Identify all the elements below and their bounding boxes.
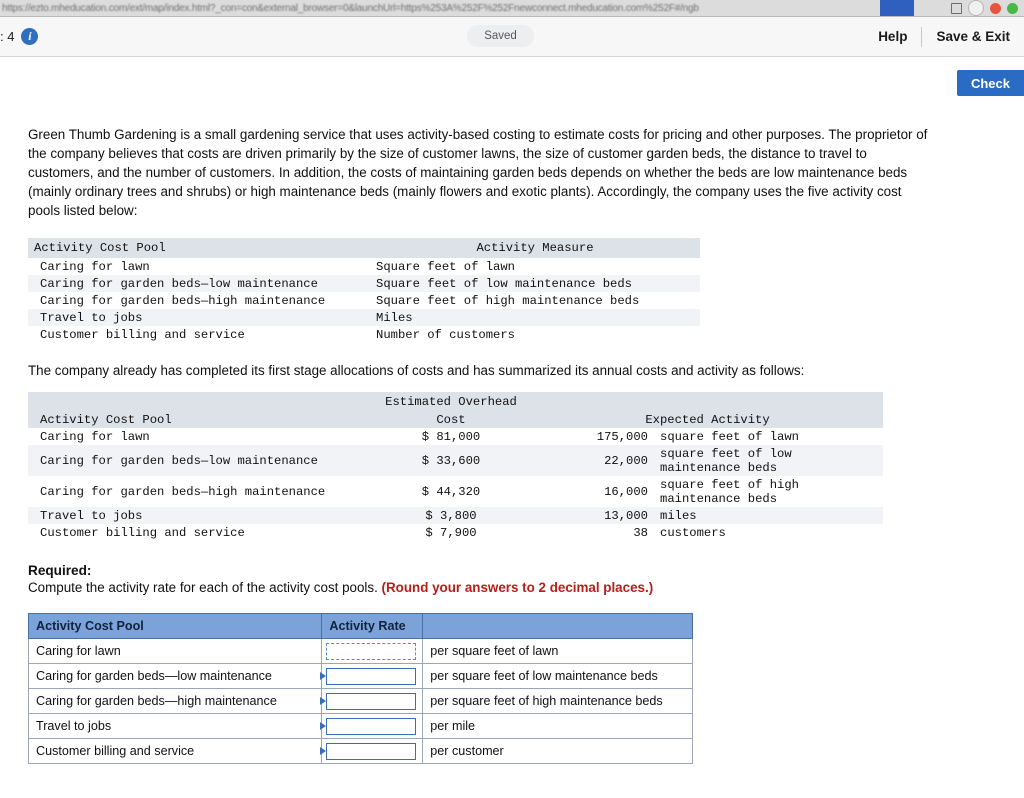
answer-table [28, 613, 693, 764]
column-header-activity-rate: Activity Rate [322, 614, 423, 639]
problem-intro-text: Green Thumb Gardening is a small gardening service that uses activity-based costing to estimate costs for pricing and other purposes. The proprietor of the company believes that costs are driven primarily by the size of customer lawns, the size of customer garden beds, the distance to travel to customers, and the number of customers. In addition, the costs of maintaining garden beds depends on whether the beds are low maintenance beds (mainly ordinary trees and shrubs) or high maintenance beds (mainly flowers and exotic plants). Accordingly, the company uses the five activity cost pools listed below: [28, 127, 928, 219]
column-header-activity-cost-pool: Activity Cost Pool [29, 614, 322, 639]
cell-rate-input[interactable] [322, 739, 423, 764]
table-row [28, 476, 883, 507]
table-row [28, 507, 883, 524]
cell-measure: Miles [370, 309, 700, 326]
cell-cost: $ 81,000 [421, 429, 481, 444]
cell-activity-number: 22,000 [532, 445, 654, 476]
cell-pool: Caring for garden beds—high maintenance [40, 293, 326, 308]
cell-unit-label: per customer [423, 739, 693, 764]
column-header-cost: Cost [370, 412, 532, 428]
cell-pool-label: Customer billing and service [29, 739, 322, 764]
info-icon[interactable]: i [21, 28, 38, 45]
required-instruction: Compute the activity rate for each of the activity cost pools. [28, 580, 378, 596]
cell-cost: $ 44,320 [421, 484, 481, 499]
table-row [28, 258, 700, 275]
question-counter: : 4 [0, 29, 15, 44]
cell-unit-label: per mile [423, 714, 693, 739]
cell-pool: Customer billing and service [40, 525, 245, 540]
cell-activity-number: 38 [633, 525, 648, 540]
cell-rate-input[interactable] [322, 639, 423, 664]
cell-activity-unit: square feet of lawn [660, 429, 799, 444]
problem-content [28, 125, 988, 764]
cell-measure: Square feet of low maintenance beds [370, 275, 700, 292]
table-row [28, 309, 700, 326]
activity-rate-input-high-maintenance[interactable] [326, 693, 416, 710]
column-header-estimated-overhead: Estimated Overhead [370, 392, 532, 412]
cell-activity-unit: miles [654, 507, 883, 524]
cell-cost: $ 3,800 [370, 507, 532, 524]
cell-activity-number: 175,000 [596, 429, 648, 444]
cell-pool: Caring for lawn [40, 259, 150, 274]
cell-pool: Travel to jobs [28, 309, 370, 326]
cell-pool-label: Travel to jobs [29, 714, 322, 739]
caret-icon [320, 672, 326, 680]
column-header-activity-measure: Activity Measure [370, 238, 700, 258]
activity-rate-input-low-maintenance[interactable] [326, 668, 416, 685]
required-label: Required: [28, 563, 92, 579]
header-left-group [0, 28, 38, 45]
cell-measure: Square feet of high maintenance beds [376, 293, 640, 308]
required-text [28, 580, 988, 595]
column-header-activity-cost-pool: Activity Cost Pool [28, 412, 370, 428]
maximize-icon[interactable] [1007, 3, 1018, 14]
url-text: https://ezto.mheducation.com/ext/map/index.html?_con=con&external_browser=0&launchUrl=https%253A%252F%252Fnewconnect.mheducation.com%252F#/ngb [2, 2, 699, 14]
cell-activity-unit: square feet of low maintenance beds [654, 445, 883, 476]
check-button[interactable]: Check [957, 70, 1024, 96]
browser-address-bar[interactable] [0, 0, 1024, 17]
activity-rate-input-lawn[interactable] [326, 643, 416, 660]
cell-pool: Caring for lawn [40, 429, 150, 444]
table-header-row [28, 238, 700, 258]
cell-pool: Caring for garden beds—high maintenance [40, 484, 326, 499]
table-header-row [28, 412, 883, 428]
activity-rate-input-travel[interactable] [326, 718, 416, 735]
table-row [29, 689, 693, 714]
cell-pool: Caring for garden beds—low maintenance [28, 275, 370, 292]
column-header-unit [423, 614, 693, 639]
caret-icon [320, 697, 326, 705]
cell-measure: Number of customers [376, 327, 515, 342]
status-badge-saved: Saved [467, 25, 534, 47]
cell-activity-number: 16,000 [604, 484, 648, 499]
table-row [29, 739, 693, 764]
cell-activity-unit: square feet of high maintenance beds [660, 477, 799, 506]
activity-rate-input-billing[interactable] [326, 743, 416, 760]
window-icon[interactable] [951, 3, 962, 14]
estimated-overhead-table [28, 392, 883, 541]
answer-table-header-row [29, 614, 693, 639]
table-row [28, 524, 883, 541]
cell-pool-label: Caring for garden beds—high maintenance [29, 689, 322, 714]
avatar-icon[interactable] [968, 0, 984, 16]
cell-pool: Customer billing and service [40, 327, 245, 342]
check-row [0, 57, 1024, 103]
save-and-exit-button[interactable]: Save & Exit [936, 29, 1010, 44]
cell-cost: $ 7,900 [425, 525, 477, 540]
table-row [28, 326, 700, 343]
app-header [0, 17, 1024, 57]
browser-tab-highlight [880, 0, 914, 16]
activity-cost-pool-table [28, 238, 700, 343]
table-row [29, 664, 693, 689]
table-row [28, 275, 700, 292]
cell-unit-label: per square feet of high maintenance beds [423, 689, 693, 714]
problem-mid-text: The company already has completed its first stage allocations of costs and has summarized its annual costs and activity as follows: [28, 363, 805, 379]
window-controls[interactable] [951, 0, 1024, 16]
table-band-header-row [28, 392, 883, 412]
column-header-activity-cost-pool: Activity Cost Pool [28, 238, 370, 258]
cell-empty [28, 392, 370, 412]
caret-icon [320, 722, 326, 730]
cell-pool: Travel to jobs [28, 507, 370, 524]
cell-pool-label: Caring for lawn [29, 639, 322, 664]
table-row [29, 714, 693, 739]
table-row [28, 292, 700, 309]
cell-empty [532, 392, 883, 412]
cell-measure: Square feet of lawn [376, 259, 515, 274]
cell-activity-unit: customers [660, 525, 726, 540]
table-row [28, 445, 883, 476]
cell-unit-label: per square feet of low maintenance beds [423, 664, 693, 689]
cell-rate-input[interactable] [322, 689, 423, 714]
help-button[interactable]: Help [878, 29, 908, 44]
column-header-expected-activity: Expected Activity [532, 412, 883, 428]
cell-rate-input[interactable] [322, 664, 423, 689]
header-right-group [864, 17, 1024, 56]
rounding-note: (Round your answers to 2 decimal places.) [381, 580, 654, 596]
cell-rate-input[interactable] [322, 714, 423, 739]
cell-activity-number: 13,000 [532, 507, 654, 524]
caret-icon [320, 747, 326, 755]
close-icon[interactable] [990, 3, 1001, 14]
cell-cost: $ 33,600 [370, 445, 532, 476]
cell-unit-label: per square feet of lawn [423, 639, 693, 664]
table-row [29, 639, 693, 664]
table-row [28, 428, 883, 445]
cell-pool: Caring for garden beds—low maintenance [28, 445, 370, 476]
cell-pool-label: Caring for garden beds—low maintenance [29, 664, 322, 689]
